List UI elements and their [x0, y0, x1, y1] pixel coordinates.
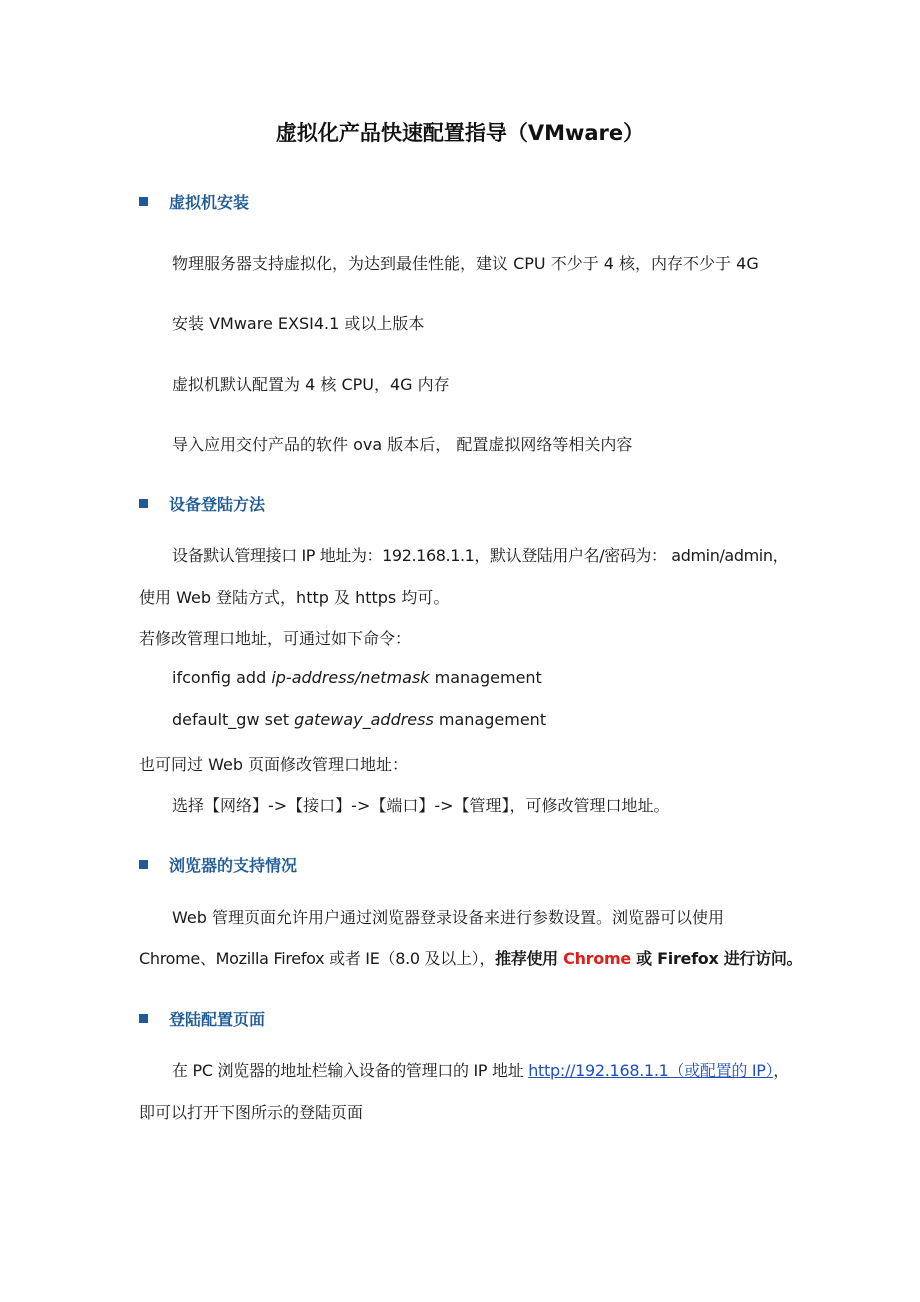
section-heading-label: 虚拟机安装: [169, 193, 250, 212]
paragraph-line: 也可同过 Web 页面修改管理口地址：: [139, 755, 409, 774]
command-text: management: [429, 668, 542, 687]
paragraph-line: Web 管理页面允许用户通过浏览器登录设备来进行参数设置。浏览器可以使用: [172, 908, 724, 927]
paragraph-line: 选择【网络】->【接口】->【端口】->【管理】，可修改管理口地址。: [172, 796, 670, 815]
section-heading-label: 登陆配置页面: [169, 1010, 266, 1029]
paragraph-line: 导入应用交付产品的软件 ova 版本后， 配置虚拟网络等相关内容: [172, 435, 633, 454]
paragraph-line: 即可以打开下图所示的登陆页面: [139, 1103, 364, 1122]
text-span: Chrome、Mozilla Firefox 或者 IE（8.0 及以上），: [139, 949, 496, 968]
section-heading-login-page: [139, 1007, 265, 1030]
section-heading-label: 浏览器的支持情况: [169, 856, 298, 875]
paragraph-line-browser-recommendation: [139, 946, 802, 969]
command-text: management: [433, 710, 547, 729]
paragraph-line: 虚拟机默认配置为 4 核 CPU，4G 内存: [172, 375, 450, 394]
bold-text: 推荐使用: [495, 949, 564, 968]
section-heading-browser-support: [139, 853, 297, 876]
page-title: 虚拟化产品快速配置指导（VMware）: [275, 121, 645, 145]
command-argument: ip-address/netmask: [271, 668, 430, 687]
section-heading-label: 设备登陆方法: [169, 495, 266, 514]
command-line-ifconfig: [172, 668, 542, 687]
section-heading-vm-install: [139, 190, 249, 213]
command-text: ifconfig add: [172, 668, 272, 687]
square-bullet-icon: [139, 860, 148, 869]
command-line-default-gw: [172, 710, 546, 729]
section-heading-login-method: [139, 492, 265, 515]
command-text: default_gw set: [172, 710, 295, 729]
chrome-highlight: Chrome: [563, 949, 631, 968]
paragraph-line-ip-address: [172, 1058, 789, 1081]
command-argument: gateway_address: [294, 710, 434, 729]
text-span: 在 PC 浏览器的地址栏输入设备的管理口的 IP 地址: [172, 1061, 529, 1080]
paragraph-line: 若修改管理口地址，可通过如下命令：: [139, 629, 412, 648]
paragraph-line: 物理服务器支持虚拟化，为达到最佳性能，建议 CPU 不少于 4 核，内存不少于 4G: [172, 254, 759, 273]
paragraph-line: 设备默认管理接口 IP 地址为：192.168.1.1，默认登陆用户名/密码为： admin/admin，: [172, 546, 789, 565]
square-bullet-icon: [139, 197, 148, 206]
paragraph-line: 安装 VMware EXSI4.1 或以上版本: [172, 314, 425, 333]
management-ip-link[interactable]: http://192.168.1.1（或配置的 IP）: [528, 1061, 774, 1080]
square-bullet-icon: [139, 499, 148, 508]
text-span: ，: [773, 1061, 789, 1080]
paragraph-line: 使用 Web 登陆方式，http 及 https 均可。: [139, 588, 450, 607]
square-bullet-icon: [139, 1014, 148, 1023]
bold-text: 或 Firefox 进行访问。: [630, 949, 803, 968]
